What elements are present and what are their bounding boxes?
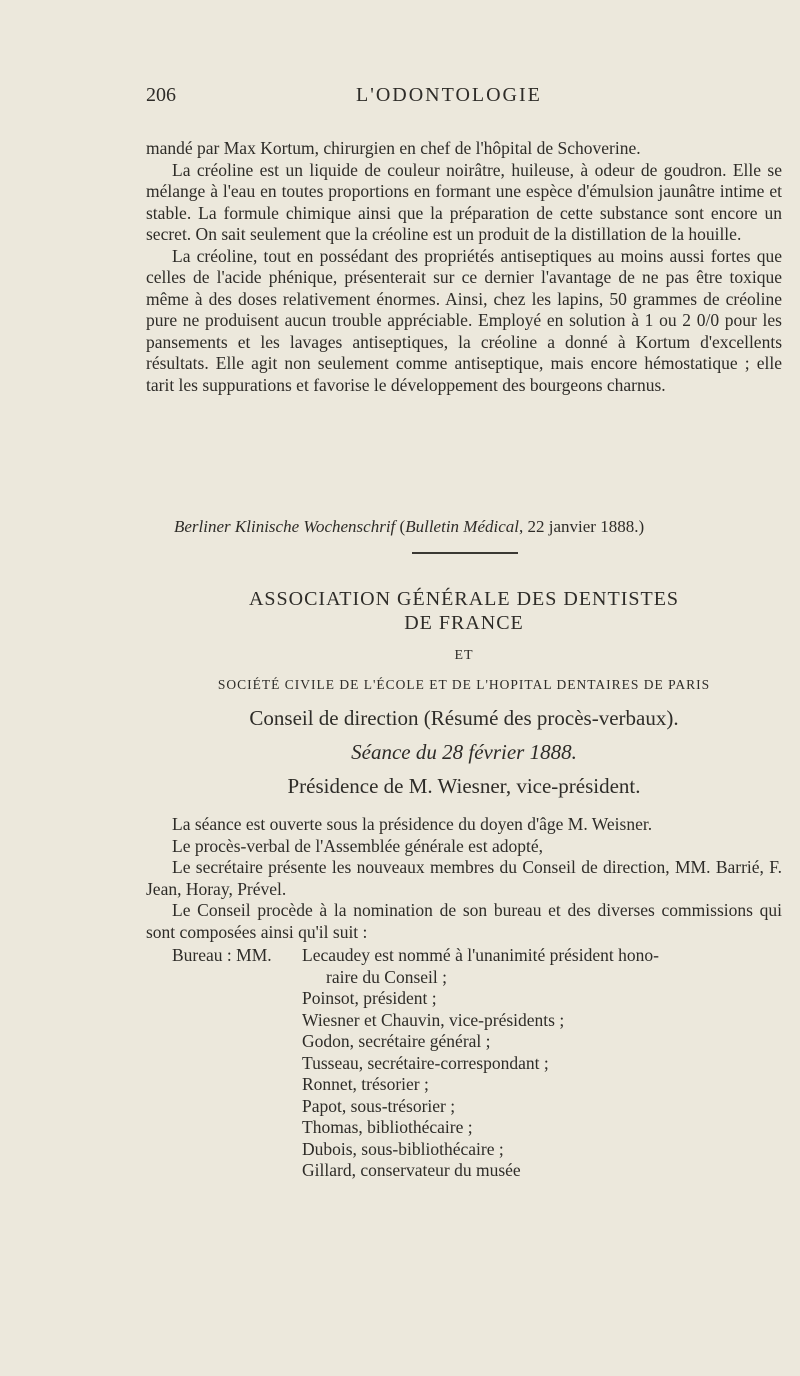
list-item: Papot, sous-trésorier ; [302,1095,456,1116]
conseil-heading: Conseil de direction (Résumé des procès-verbaux). [249,706,679,730]
section-subtitle: SOCIÉTÉ CIVILE DE L'ÉCOLE ET DE L'HOPITAL DENTAIRES DE PARIS [217,677,711,692]
bureau-label: Bureau : MM. [172,945,272,965]
list-item: Wiesner et Chauvin, vice-présidents ; [302,1009,565,1030]
list-item: Tusseau, secrétaire-correspondant ; [302,1052,549,1073]
section-divider [412,552,518,554]
list-item: Ronnet, trésorier ; [302,1074,429,1094]
list-item: Thomas, bibliothécaire ; [302,1117,473,1137]
source-date: , 22 janvier 1888.) [519,517,645,536]
article-source: Berliner Klinische Wochenschrif (Bulletin Médical, 22 janvier 1888.) [174,517,645,536]
page-number: 206 [146,84,176,106]
source-bulletin: Bulletin Médical [405,517,519,536]
paragraph: La séance est ouverte sous la présidence du doyen d'âge M. Weisner. [172,814,653,834]
list-item: Lecaudey est nommé à l'unanimité président hono- [302,945,659,965]
minutes-body [146,814,782,943]
list-item: Godon, secrétaire général ; [302,1031,491,1051]
source-journal: Berliner Klinische Wochenschrif [174,517,396,536]
paragraph: Le Conseil procède à la nomination de son bureau et des diverses commissions qui sont composées ainsi qu'il suit : [146,900,782,942]
page-header [146,84,730,114]
section-conjunction: ET [454,648,474,663]
list-item: Poinsot, président ; [302,988,437,1008]
list-item: Gillard, conservateur du musée [302,1160,521,1180]
article-body [146,138,782,396]
running-title: L'ODONTOLOGIE [356,84,542,106]
bureau-members [302,945,782,1182]
list-item: raire du Conseil ; [326,966,448,987]
paragraph: mandé par Max Kortum, chirurgien en chef de l'hôpital de Schoverine. [146,138,641,158]
paragraph: Le procès-verbal de l'Assemblée générale est adopté, [172,835,543,856]
section-title-line2: DE FRANCE [404,612,524,634]
list-item: Dubois, sous-bibliothécaire ; [302,1138,504,1159]
paragraph: Le secrétaire présente les nouveaux membres du Conseil de direction, MM. Barrié, F. Jean, Horay, Prével. [146,857,782,899]
section-title: ASSOCIATION GÉNÉRALE DES DENTISTES [248,588,680,610]
paragraph: La créoline, tout en possédant des propriétés antiseptiques au moins aussi fortes que celles de l'acide phénique, présenterait sur ce dernier l'avantage de ne pas être toxique même à des doses relativement énormes. Ainsi, chez les lapins, 50 grammes de créoline pure ne produisent aucun trouble appréciable. Employé en solution à 1 ou 2 0/0 pour les pansements et les lavages antiseptiques, la créoline a donné à Kortum d'excellents résultats. Elle agit non seulement comme antiseptique, mais encore hémostatique ; elle tarit les suppurations et favorise le développement des bourgeons charnus. [146,245,782,395]
presidence-heading: Présidence de M. Wiesner, vice-président. [287,774,641,798]
seance-heading: Séance du 28 février 1888. [351,740,577,764]
paragraph: La créoline est un liquide de couleur noirâtre, huileuse, à odeur de goudron. Elle se mélange à l'eau en toutes proportions en formant une espèce d'émulsion jaunâtre intime et stable. La formule chimique ainsi que la préparation de cette substance sont encore un secret. On sait seulement que la créoline est un produit de la distillation de la houille. [146,159,782,244]
